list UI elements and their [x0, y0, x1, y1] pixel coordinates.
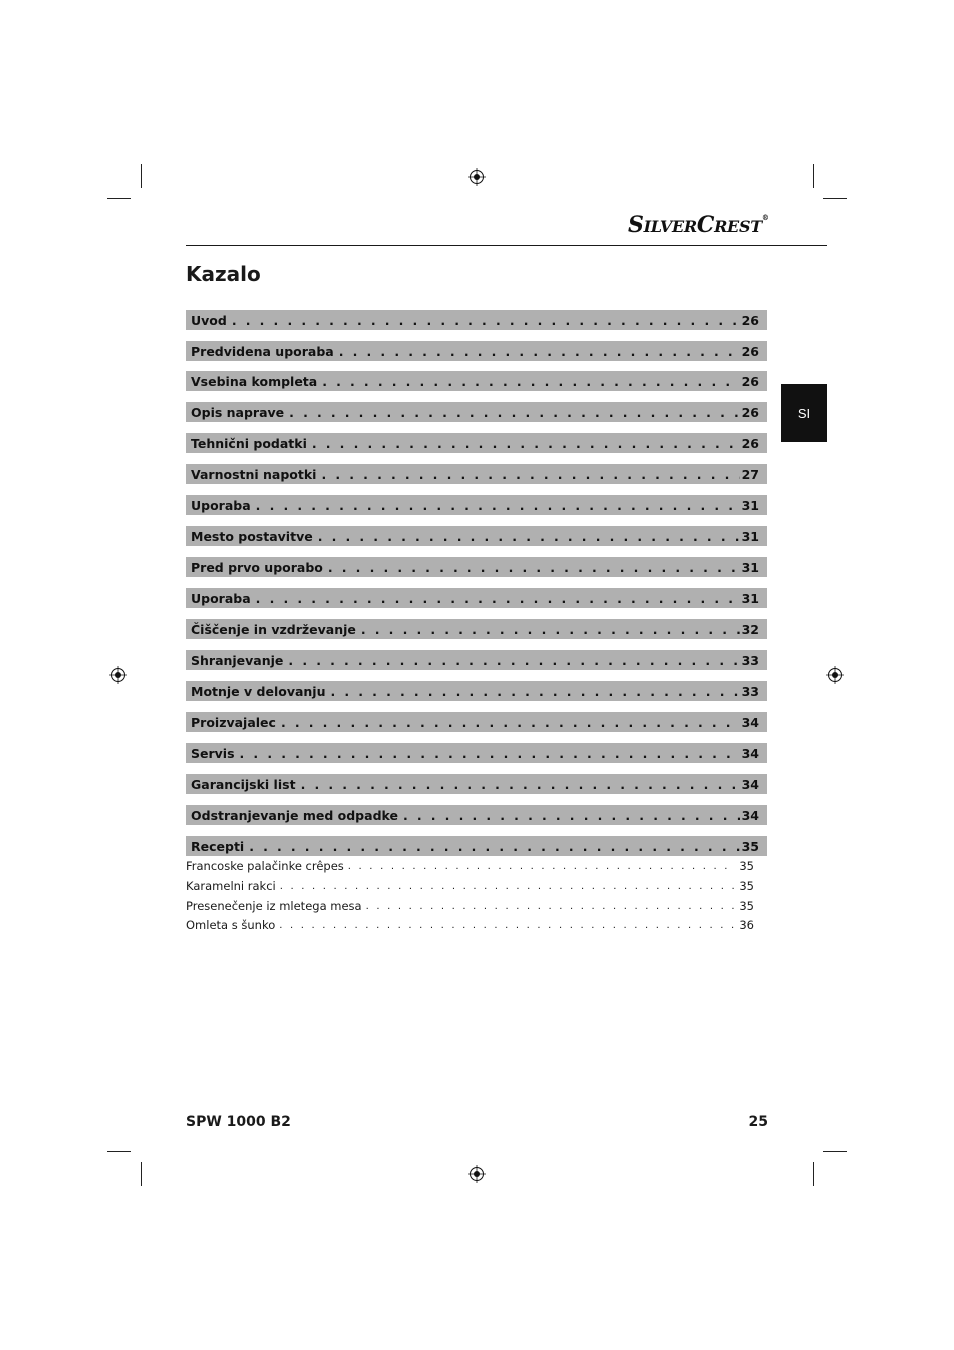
toc-entry[interactable]: Shranjevanje . . . 33: [186, 650, 767, 670]
toc-entry[interactable]: Tehnični podatki . . . 26: [186, 433, 767, 453]
toc-entry[interactable]: Proizvajalec . . . 34: [186, 712, 767, 732]
brand-logo: SILVERCREST®: [628, 212, 769, 238]
toc-entry[interactable]: Čiščenje in vzdrževanje . . . 32: [186, 619, 767, 639]
model-number: SPW 1000 B2: [186, 1114, 291, 1130]
crop-mark: [823, 1151, 847, 1152]
registration-mark-icon: [468, 1165, 486, 1183]
toc-entry[interactable]: Uporaba . . . 31: [186, 495, 767, 515]
toc-entry[interactable]: Motnje v delovanju . . . 33: [186, 681, 767, 701]
header-divider: [186, 245, 827, 246]
crop-mark: [813, 164, 814, 188]
toc-entry[interactable]: Pred prvo uporabo . . . 31: [186, 557, 767, 577]
toc-entry[interactable]: Mesto postavitve . . . 31: [186, 526, 767, 546]
toc-entry[interactable]: Varnostni napotki . . . 27: [186, 464, 767, 484]
toc-entry[interactable]: Uporaba . . . 31: [186, 588, 767, 608]
toc-entry[interactable]: Predvidena uporaba . . . 26: [186, 341, 767, 361]
crop-mark: [107, 198, 131, 199]
toc-subentry[interactable]: Karamelni rakci . . . 35: [186, 877, 754, 895]
crop-mark: [107, 1151, 131, 1152]
registration-mark-icon: [826, 666, 844, 684]
crop-mark: [813, 1162, 814, 1186]
toc-subentry[interactable]: Presenečenje iz mletega mesa . . . 35: [186, 897, 754, 915]
toc-subentry[interactable]: Omleta s šunko . . . 36: [186, 916, 754, 934]
crop-mark: [141, 164, 142, 188]
language-tab: SI: [781, 384, 827, 442]
registration-mark-icon: [468, 168, 486, 186]
toc-entry[interactable]: Opis naprave . . . 26: [186, 402, 767, 422]
toc-entry[interactable]: Garancijski list . . . 34: [186, 774, 767, 794]
crop-mark: [141, 1162, 142, 1186]
toc-entry[interactable]: Uvod . . . 26: [186, 310, 767, 330]
page-title: Kazalo: [186, 262, 261, 286]
registration-mark-icon: [109, 666, 127, 684]
toc-entry[interactable]: Recepti . . . 35: [186, 836, 767, 856]
toc-entry[interactable]: Servis . . . 34: [186, 743, 767, 763]
toc-subentry[interactable]: Francoske palačinke crêpes . . . 35: [186, 857, 754, 875]
toc-entry[interactable]: Odstranjevanje med odpadke . . . 34: [186, 805, 767, 825]
toc-entry[interactable]: Vsebina kompleta . . . 26: [186, 371, 767, 391]
page-number: 25: [748, 1114, 768, 1130]
crop-mark: [823, 198, 847, 199]
